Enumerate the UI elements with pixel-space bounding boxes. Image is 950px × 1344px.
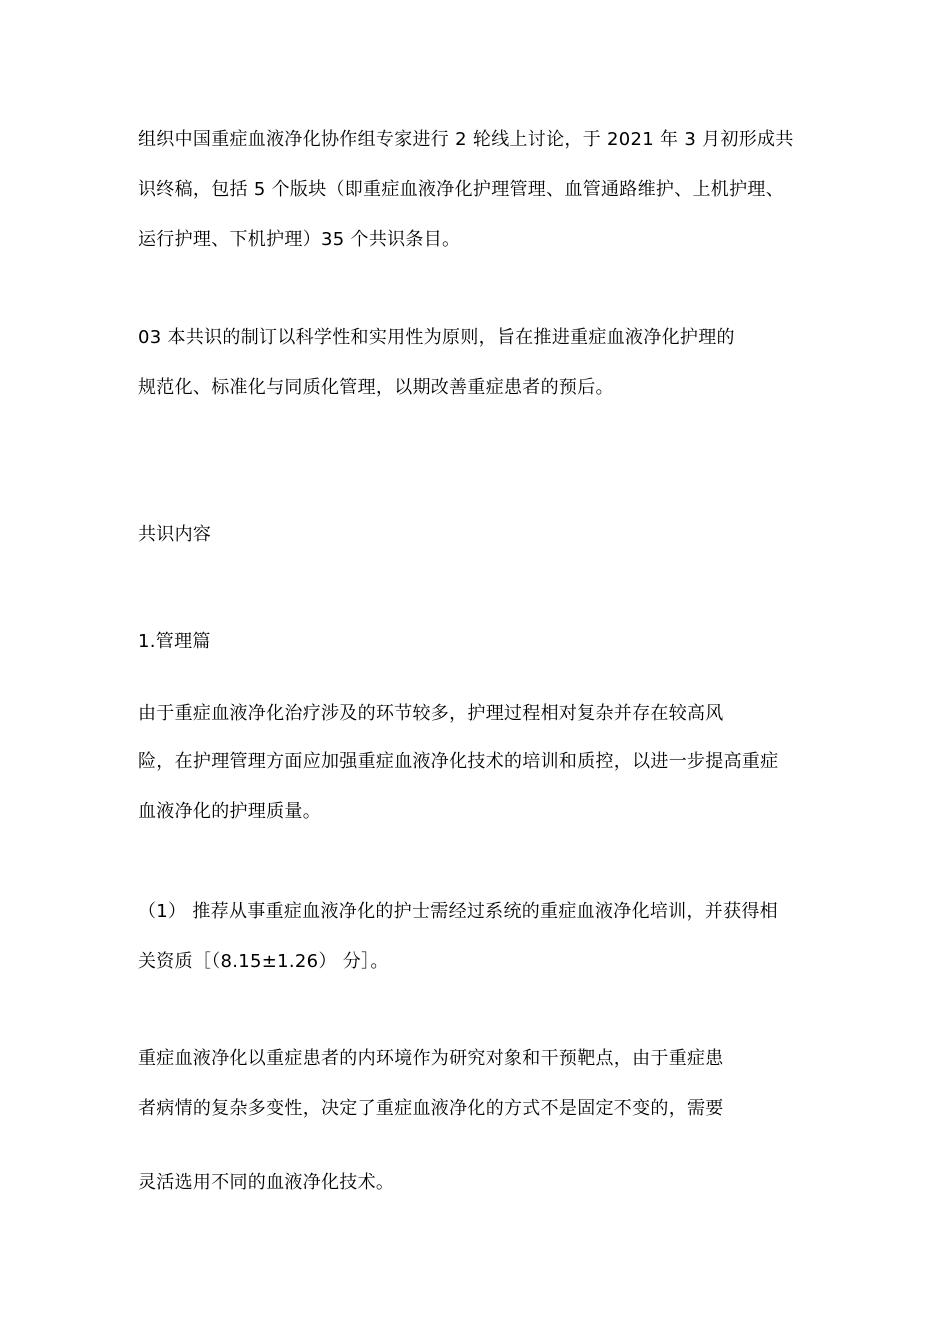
recommendation-line: 关资质［（8.15±1.26） 分］。: [138, 951, 389, 972]
paragraph-line: 重症血液净化以重症患者的内环境作为研究对象和干预靶点，由于重症患: [138, 1048, 724, 1069]
paragraph-line: 组织中国重症血液净化协作组专家进行 2 轮线上讨论，于 2021 年 3 月初形成共: [138, 129, 794, 150]
paragraph-line: 血液净化的护理质量。: [138, 801, 321, 822]
paragraph-line: 规范化、标准化与同质化管理，以期改善重症患者的预后。: [138, 377, 614, 398]
paragraph-line: 者病情的复杂多变性，决定了重症血液净化的方式不是固定不变的，需要: [138, 1098, 724, 1119]
paragraph-line: 03 本共识的制订以科学性和实用性为原则，旨在推进重症血液净化护理的: [138, 327, 735, 348]
paragraph-line: 险，在护理管理方面应加强重症血液净化技术的培训和质控，以进一步提高重症: [138, 751, 779, 772]
paragraph-line: 运行护理、下机护理）35 个共识条目。: [138, 229, 461, 250]
paragraph-line: 灵活选用不同的血液净化技术。: [138, 1172, 395, 1193]
paragraph-line: 由于重症血液净化治疗涉及的环节较多，护理过程相对复杂并存在较高风: [138, 703, 724, 724]
recommendation-line: （1） 推荐从事重症血液净化的护士需经过系统的重症血液净化培训，并获得相: [138, 901, 778, 922]
subsection-heading: 1.管理篇: [138, 631, 211, 652]
paragraph-line: 识终稿，包括 5 个版块（即重症血液净化护理管理、血管通路维护、上机护理、: [138, 179, 784, 200]
section-heading: 共识内容: [138, 524, 212, 545]
